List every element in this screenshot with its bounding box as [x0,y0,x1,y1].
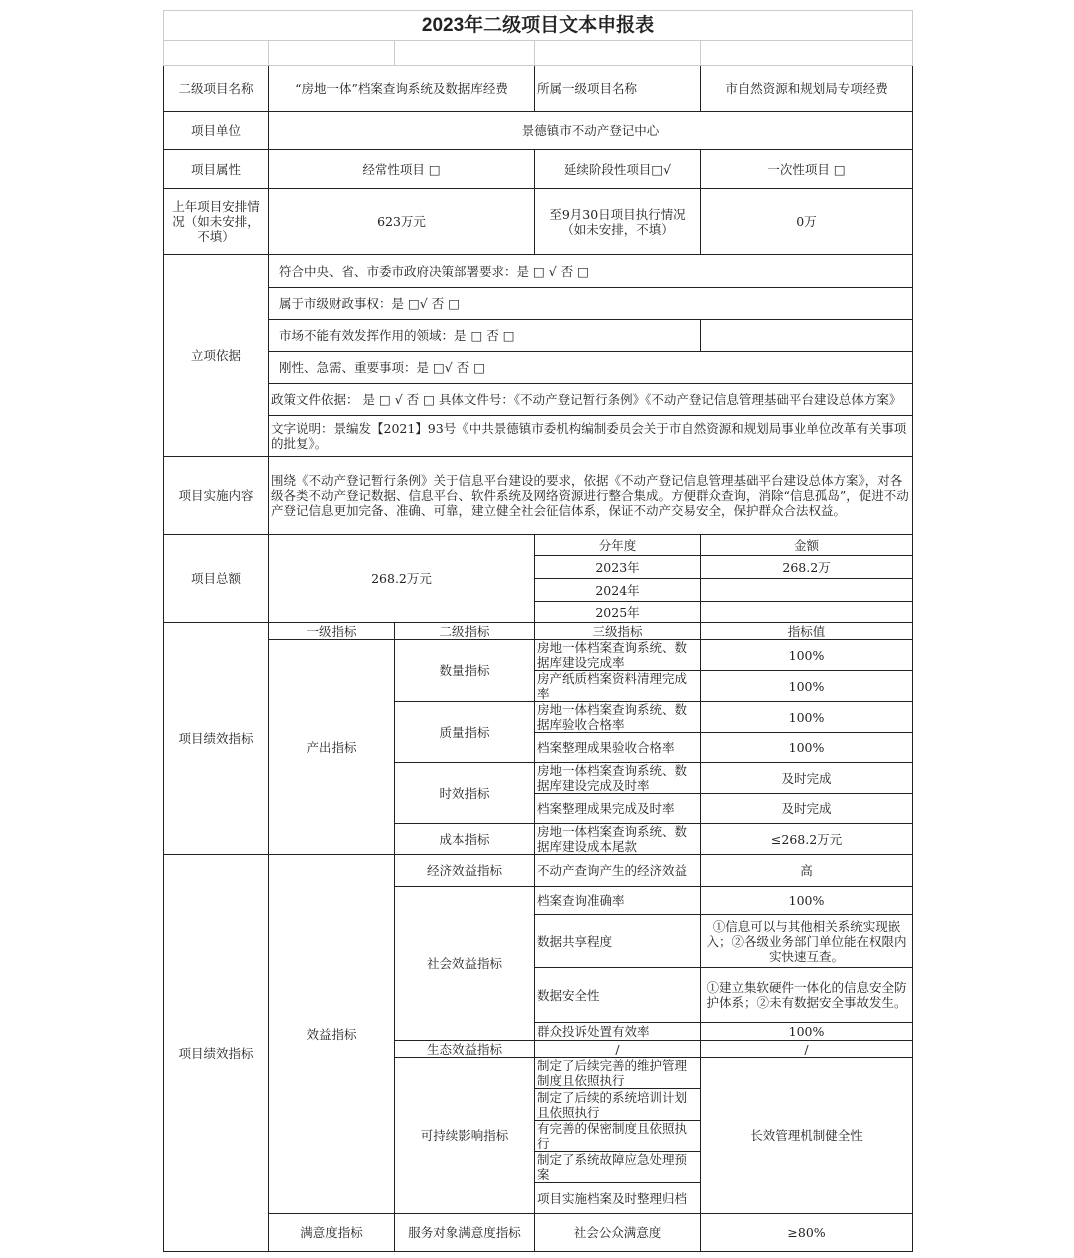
basis-item: 属于市级财政事权：是 □√ 否 □ [269,288,913,320]
value: 100% [701,671,913,702]
level2: 生态效益指标 [395,1041,535,1058]
level3: 制定了系统故障应急处理预案 [535,1152,701,1183]
basis-item: 市场不能有效发挥作用的领域：是 □ 否 □ [269,320,701,352]
level3: 群众投诉处置有效率 [535,1023,701,1041]
blank-cell [701,320,913,352]
blank-cell [269,41,395,66]
page-title: 2023年二级项目文本申报表 [164,11,913,41]
basis-item: 刚性、急需、重要事项：是 □√ 否 □ [269,352,913,384]
label: 所属一级项目名称 [535,66,701,112]
label: 项目绩效指标 [164,855,269,1252]
level3: 房地一体档案查询系统、数据库建设完成及时率 [535,763,701,794]
label: 项目绩效指标 [164,623,269,855]
header: 一级指标 [269,623,395,640]
level3: 房产纸质档案资料清理完成率 [535,671,701,702]
level2: 成本指标 [395,824,535,855]
level3: 数据安全性 [535,968,701,1023]
impl-content: 围绕《不动产登记暂行条例》关于信息平台建设的要求，依据《不动产登记信息管理基础平台建设总体方案》，对各级各类不动产登记数据、信息平台、软件系统及网络资源进行整合集成。方便群众查询，消除“信息孤岛”，促进不动产登记信息更加完备、准确、可靠，建立健全社会征信体系，保证不动产交易安全，保护群众合法权益。 [269,457,913,535]
basis-item: 符合中央、省、市委市政府决策部署要求：是 □ √ 否 □ [269,255,913,288]
value: 100% [701,733,913,763]
level1: 产出指标 [269,640,395,855]
header: 金额 [701,535,913,556]
level3: 房地一体档案查询系统、数据库验收合格率 [535,702,701,733]
blank-cell [164,41,269,66]
header: 指标值 [701,623,913,640]
level2: 数量指标 [395,640,535,702]
parent-project: 市自然资源和规划局专项经费 [701,66,913,112]
header: 三级指标 [535,623,701,640]
amount [701,579,913,602]
level3: 有完善的保密制度且依照执行 [535,1121,701,1152]
label: 二级项目名称 [164,66,269,112]
level3: 档案整理成果完成及时率 [535,794,701,824]
label: 项目实施内容 [164,457,269,535]
exec-value: 0万 [701,189,913,255]
level3: 制定了后续的系统培训计划且依照执行 [535,1089,701,1121]
label: 上年项目安排情况（如未安排，不填） [164,189,269,255]
value: 长效管理机制健全性 [701,1058,913,1214]
level2: 社会效益指标 [395,887,535,1041]
level3: 社会公众满意度 [535,1214,701,1252]
value: 100% [701,1023,913,1041]
value: ≤268.2万元 [701,824,913,855]
level3: / [535,1041,701,1058]
level3: 档案查询准确率 [535,887,701,915]
level1: 效益指标 [269,855,395,1214]
attr-continue: 延续阶段性项目□√ [535,150,701,189]
prior-value: 623万元 [269,189,535,255]
application-form-table [163,10,913,1252]
level2: 服务对象满意度指标 [395,1214,535,1252]
level3: 项目实施档案及时整理归档 [535,1183,701,1214]
blank-cell [535,41,701,66]
amount: 268.2万 [701,556,913,579]
level2: 可持续影响指标 [395,1058,535,1214]
basis-item: 文字说明：景编发【2021】93号《中共景德镇市委机构编制委员会关于市自然资源和规划局事业单位改革有关事项的批复》。 [269,416,913,457]
value: 100% [701,887,913,915]
blank-cell [701,41,913,66]
year: 2024年 [535,579,701,602]
label: 项目总额 [164,535,269,623]
level3: 房地一体档案查询系统、数据库建设完成率 [535,640,701,671]
amount [701,602,913,623]
project-unit: 景德镇市不动产登记中心 [269,112,913,150]
project-name: “房地一体”档案查询系统及数据库经费 [269,66,535,112]
total-value: 268.2万元 [269,535,535,623]
value: ≥80% [701,1214,913,1252]
value: 高 [701,855,913,887]
label: 至9月30日项目执行情况（如未安排，不填） [535,189,701,255]
header: 分年度 [535,535,701,556]
year: 2025年 [535,602,701,623]
level3: 不动产查询产生的经济效益 [535,855,701,887]
value: ①建立集软硬件一体化的信息安全防护体系；②未有数据安全事故发生。 [701,968,913,1023]
attr-once: 一次性项目 □ [701,150,913,189]
label: 项目单位 [164,112,269,150]
value: 及时完成 [701,763,913,794]
level2: 经济效益指标 [395,855,535,887]
label: 项目属性 [164,150,269,189]
basis-item: 政策文件依据： 是 □ √ 否 □ 具体文件号：《不动产登记暂行条例》《不动产登记信息管理基础平台建设总体方案》 [269,384,913,416]
value: ①信息可以与其他相关系统实现嵌入；②各级业务部门单位能在权限内实快速互查。 [701,915,913,968]
value: 100% [701,640,913,671]
attr-regular: 经常性项目 □ [269,150,535,189]
level2: 时效指标 [395,763,535,824]
label: 立项依据 [164,255,269,457]
header: 二级指标 [395,623,535,640]
year: 2023年 [535,556,701,579]
value: / [701,1041,913,1058]
level1: 满意度指标 [269,1214,395,1252]
level3: 房地一体档案查询系统、数据库建设成本尾款 [535,824,701,855]
value: 100% [701,702,913,733]
blank-cell [395,41,535,66]
level3: 数据共享程度 [535,915,701,968]
level3: 档案整理成果验收合格率 [535,733,701,763]
value: 及时完成 [701,794,913,824]
level3: 制定了后续完善的维护管理制度且依照执行 [535,1058,701,1089]
level2: 质量指标 [395,702,535,763]
